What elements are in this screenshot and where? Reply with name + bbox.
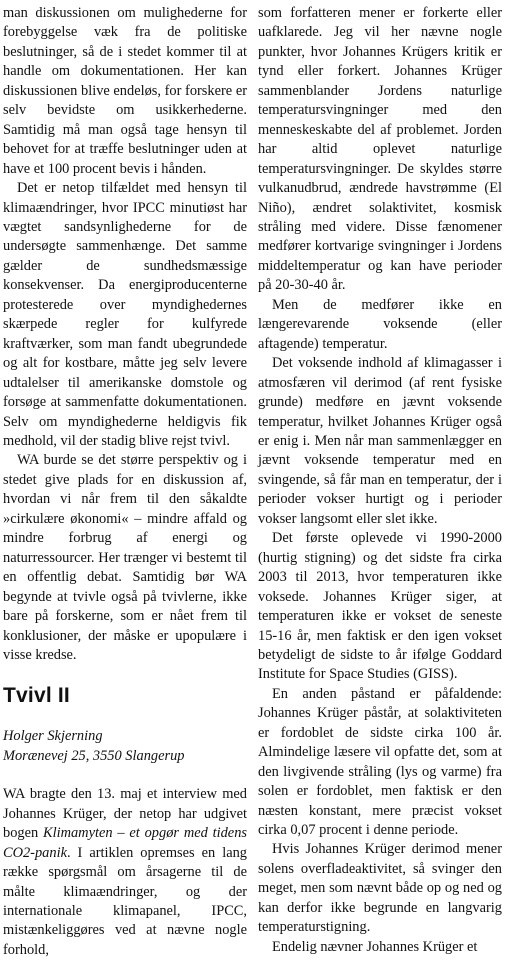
intro-paragraph [3,785,247,960]
right-column [258,4,502,955]
paragraph: WA burde se det større perspektiv og i stedet give plads for en diskussion af, hvordan vi når frem til den såkaldte »cirkulære økonomi« – mindre affald og mindre forbrug af energi og naturressourcer. Her trænger vi bestemt til en offentlig debat. Samtidig bør WA begynde at tvivle også på tvivlerne, ikke bare på forskerne, som er nået frem til konklusioner, der måske er upopulære i visse kredse. [3,452,247,663]
paragraph: Men de medfører ikke en længerevarende voksende (eller aftagende) temperatur. [258,296,502,352]
author-name: Holger Skjerning [3,728,103,745]
intro-text-end: . I artiklen opremses en lang række spørgsmål om årsagerne til de målte klimaændringer, og der internationale klimapanel, IPCC, mistænkeliggøres ved at nævne nogle forhold, [3,844,247,958]
paragraph: Endelig nævner Johannes Krüger et [272,938,478,955]
article-heading: Tvivl II [3,684,70,708]
author-address: Morænevej 25, 3550 Slangerup [3,747,185,764]
book-title: Klimamyten – et opgør med tidens CO2-panik [3,825,247,861]
paragraph: Det første oplevede vi 1990-2000 (hurtig stigning) og det sidste fra cirka 2003 til 2013, hvor temperaturen ikke voksede. Johannes Krüger siger, at temperaturen ikke er vokset de seneste 15-16 år, men faktisk er den igen vokset betydeligt de sidste to år ifølge Goddard Institute for Space Studies (GISS). [258,530,502,683]
paragraph: Hvis Johannes Krüger derimod mener solens overfladeaktivitet, så svinger den meget, men som nævnt både op og ned og kan derfor ikke begrunde en langvarig temperaturstigning. [258,841,502,936]
left-column [3,4,247,958]
intro-text-start: WA bragte den 13. maj et interview med Johannes Krüger, der netop har udgivet bogen [3,786,247,842]
paragraph: som forfatteren mener er forkerte eller uafklarede. Jeg vil her nævne nogle punkter, hvor Johannes Krügers kritik er tynd eller forkert. Johannes Krüger sammenblander Jordens naturlige temperatursvingninger med den menneskeskabte del af problemet. Jorden har altid oplevet naturlige temperatursvingninger. De skyldes større vulkanudbrud, ændrede havstrømme (El Niño), ændret solaktivitet, kosmisk stråling med videre. Disse fænomener medfører kortvarige svingninger i Jordens middeltemperatur og kan have perioder på 20-30-40 år. [258,5,502,294]
paragraph: Det voksende indhold af klimagasser i atmosfæren vil derimod (af rent fysiske grunde) medføre en jævnt voksende temperatur, hvilket Johannes Krüger også er enig i. Men når man sammenlægger en jævnt voksende temperatur med en svingende, så får man en temperatur, der i perioder vokser hurtigt og i perioder vokser langsomt eller slet ikke. [258,355,502,527]
paragraph: man diskussionen om mulighederne for forebyggelse væk fra de politiske beslutninger, så de i stedet kommer til at handle om dokumentationen. Her kan diskussionen blive endeløs, for forskere er selv bevidste om usikkerhederne. Samtidig må man også tage hensyn til behovet for at træffe beslutninger uden at have et 100 procent bevis i hånden. [3,5,247,177]
paragraph: Det er netop tilfældet med hensyn til klimaændringer, hvor IPCC minutiøst har vægtet sandsynlighederne for de undersøgte sammenhænge. Det samme gælder de sundhedsmæssige konsekvenser. Da energiproducenterne protesterede over myndighedernes skærpede regler for kulfyrede kraftværker, som man fandt ubegrundede og alt for kostbare, måtte jeg selv levere udtalelser til amerikanske domstole og forsøge at sammenfatte dokumentationen. Selv om myndighederne heldigvis fik medhold, vil der stadig blive rejst tvivl. [3,180,247,449]
byline-spacer [3,766,247,785]
paragraph: En anden påstand er påfaldende: Johannes Krüger påstår, at solaktiviteten er fordoblet de sidste cirka 100 år. Almindelige læsere vil opfatte det, som at den livgivende stråling (lys og varme) fra solen er fordoblet, men faktisk er den næsten konstant, mere præcist vokset cirka 0,07 procent i denne periode. [258,685,502,839]
